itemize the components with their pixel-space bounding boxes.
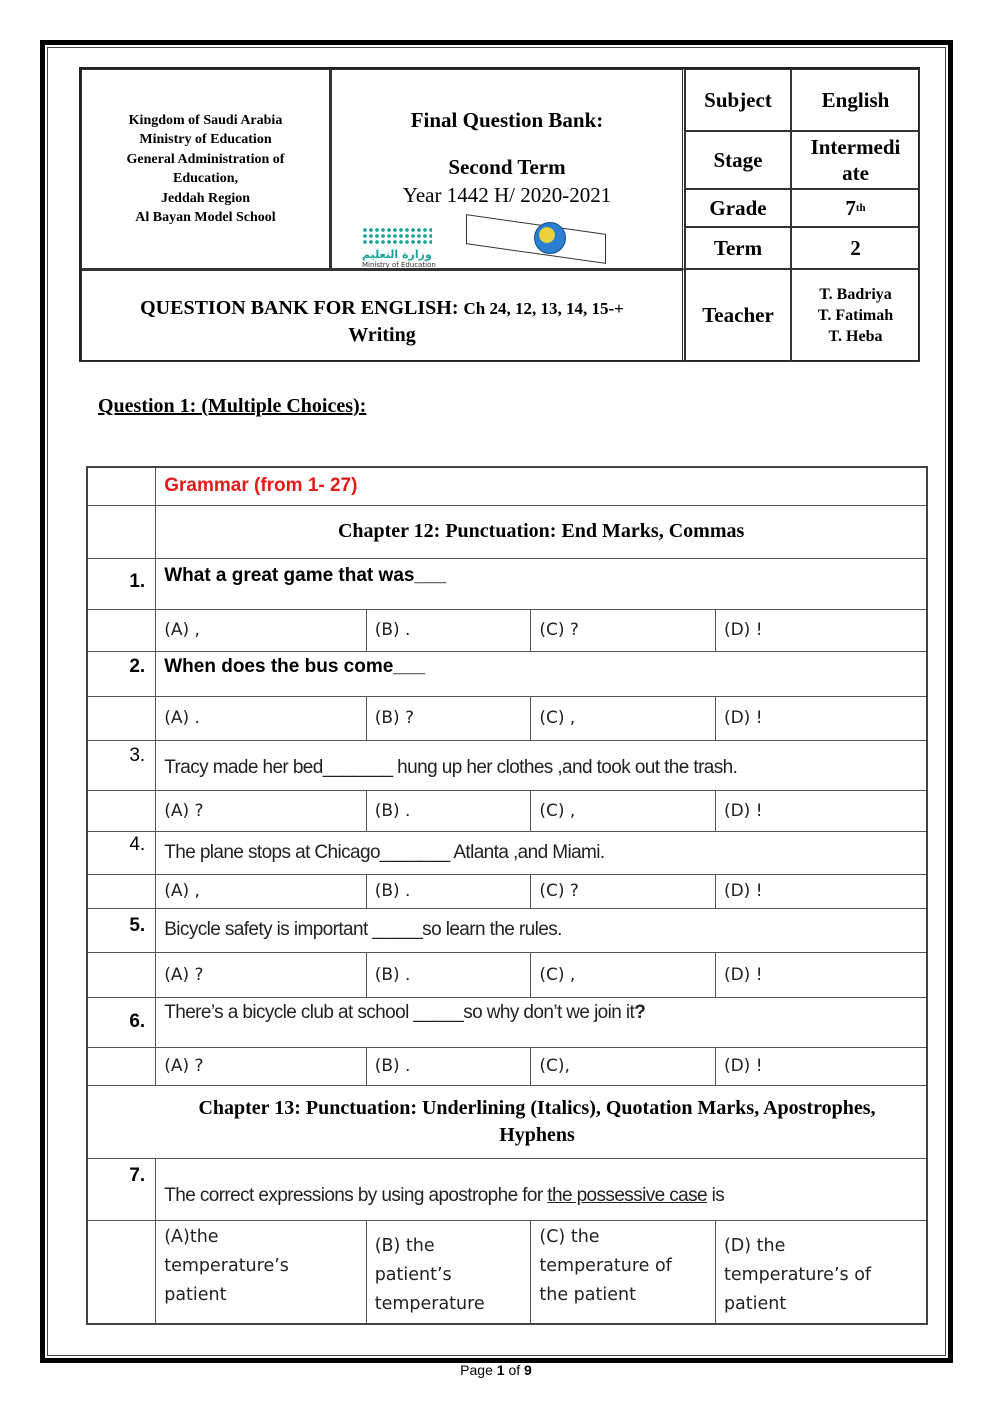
question-number: 2. bbox=[87, 651, 156, 696]
options-row bbox=[87, 790, 927, 831]
question-row bbox=[87, 997, 927, 1047]
section-title: Grammar (from 1- 27) bbox=[156, 467, 927, 505]
option-c[interactable]: (C) ? bbox=[531, 609, 716, 651]
qb-writing: Writing bbox=[348, 324, 416, 346]
option-line: temperature’s bbox=[164, 1255, 289, 1276]
school-info bbox=[81, 69, 331, 269]
questions-table bbox=[86, 466, 928, 1325]
school-line: Al Bayan Model School bbox=[135, 210, 276, 225]
option-d[interactable]: (D) ! bbox=[715, 790, 927, 831]
stage-value-line: Intermedi bbox=[810, 135, 901, 159]
option-line: the patient bbox=[539, 1284, 636, 1305]
chapter-title: Chapter 12: Punctuation: End Marks, Commas bbox=[156, 505, 927, 558]
qb-label: QUESTION BANK FOR ENGLISH: bbox=[140, 297, 459, 319]
option-b[interactable]: (B) ? bbox=[366, 696, 531, 740]
school-logo bbox=[466, 214, 606, 269]
question-number: 3. bbox=[87, 740, 156, 790]
question-bank-title bbox=[81, 269, 685, 362]
option-b[interactable]: (B) . bbox=[366, 952, 531, 997]
globe-icon bbox=[534, 222, 566, 254]
option-b[interactable]: (B) . bbox=[366, 790, 531, 831]
school-line: Kingdom of Saudi Arabia bbox=[128, 112, 283, 128]
options-row bbox=[87, 874, 927, 908]
total-pages: 9 bbox=[524, 1362, 532, 1378]
question-row bbox=[87, 558, 927, 609]
option-c[interactable]: (C) ? bbox=[531, 874, 716, 908]
option-a[interactable]: (A) . bbox=[156, 696, 366, 740]
option-line: patient bbox=[164, 1284, 227, 1305]
teacher-names bbox=[791, 269, 920, 362]
question-row bbox=[87, 831, 927, 874]
current-page: 1 bbox=[496, 1362, 505, 1378]
grade-value bbox=[791, 189, 920, 227]
grade-number: 7 bbox=[845, 195, 856, 220]
question-text: The plane stops at Chicago_______ Atlanta ,and Miami. bbox=[156, 831, 927, 874]
question-text bbox=[156, 997, 927, 1047]
page-of: of bbox=[504, 1362, 525, 1378]
school-line: Jeddah Region bbox=[160, 190, 251, 206]
options-row bbox=[87, 1047, 927, 1085]
page-footer bbox=[0, 1362, 992, 1378]
question-text-end: is bbox=[707, 1185, 725, 1206]
qb-chapters: Ch 24, 12, 13, 14, 15-+ bbox=[463, 299, 624, 318]
option-a[interactable]: (A) ? bbox=[156, 1047, 366, 1085]
grade-suffix: th bbox=[855, 202, 866, 214]
option-a[interactable]: (A) ? bbox=[156, 952, 366, 997]
option-line: (B) the bbox=[374, 1236, 435, 1257]
option-line: (A)the bbox=[164, 1226, 219, 1247]
option-c[interactable]: (C) , bbox=[531, 790, 716, 831]
option-a[interactable] bbox=[156, 1220, 366, 1324]
question-number: 6. bbox=[87, 997, 156, 1047]
teacher-label: Teacher bbox=[685, 269, 791, 362]
stage-label: Stage bbox=[685, 131, 791, 189]
chapter-row bbox=[87, 505, 927, 558]
question-heading: Question 1: (Multiple Choices): bbox=[98, 395, 367, 417]
term-label: Term bbox=[685, 227, 791, 269]
question-text-main: There’s a bicycle club at school _____so why don’t we join it bbox=[164, 1001, 635, 1023]
moe-logo-english: Ministry of Education bbox=[362, 260, 436, 269]
term-value: 2 bbox=[791, 227, 920, 269]
question-row bbox=[87, 1158, 927, 1220]
school-line: Education, bbox=[173, 171, 238, 186]
option-c[interactable] bbox=[531, 1220, 716, 1324]
section-row bbox=[87, 467, 927, 505]
document-title: Final Question Bank: bbox=[410, 107, 604, 132]
option-line: patient’s bbox=[374, 1265, 452, 1286]
stage-value bbox=[791, 131, 920, 189]
question-number: 4. bbox=[87, 831, 156, 874]
question-row bbox=[87, 740, 927, 790]
question-number: 1. bbox=[87, 558, 156, 609]
option-c[interactable]: (C), bbox=[531, 1047, 716, 1085]
option-line: patient bbox=[723, 1294, 787, 1315]
option-line: temperature of bbox=[539, 1255, 672, 1276]
subject-label: Subject bbox=[685, 69, 791, 131]
question-text-underlined: the possessive case bbox=[547, 1185, 707, 1206]
question-text-main: The correct expressions by using apostrophe for bbox=[164, 1185, 548, 1206]
option-d[interactable]: (D) ! bbox=[715, 609, 927, 651]
subject-value: English bbox=[791, 69, 920, 131]
option-b[interactable] bbox=[366, 1220, 531, 1324]
option-line: temperature bbox=[374, 1294, 485, 1315]
question-row bbox=[87, 651, 927, 696]
option-b[interactable]: (B) . bbox=[366, 874, 531, 908]
option-line: (D) the bbox=[723, 1236, 786, 1257]
teacher-name: T. Badriya bbox=[819, 286, 892, 303]
question-text bbox=[156, 1158, 927, 1220]
page-prefix: Page bbox=[460, 1362, 497, 1378]
question-text: Tracy made her bed_______ hung up her clothes ,and took out the trash. bbox=[156, 740, 927, 790]
option-line: temperature’s of bbox=[723, 1265, 872, 1286]
grade-label: Grade bbox=[685, 189, 791, 227]
term-title: Second Term bbox=[448, 154, 566, 179]
document-header-table bbox=[79, 67, 920, 362]
moe-logo-arabic: وزارة التعليم bbox=[362, 247, 432, 261]
teacher-name: T. Heba bbox=[828, 328, 883, 345]
title-block bbox=[331, 69, 685, 269]
option-d[interactable]: (D) ! bbox=[715, 1047, 927, 1085]
chapter-title: Chapter 13: Punctuation: Underlining (Italics), Quotation Marks, Apostrophes, Hyphens bbox=[87, 1085, 927, 1158]
question-mark: ? bbox=[634, 1001, 646, 1023]
options-row bbox=[87, 696, 927, 740]
option-d[interactable] bbox=[715, 1220, 927, 1324]
option-b[interactable]: (B) . bbox=[366, 1047, 531, 1085]
option-b[interactable]: (B) . bbox=[366, 609, 531, 651]
option-d[interactable]: (D) ! bbox=[715, 696, 927, 740]
academic-year: Year 1442 H/ 2020-2021 bbox=[402, 182, 612, 207]
question-text: When does the bus come___ bbox=[156, 651, 927, 696]
option-c[interactable]: (C) , bbox=[531, 952, 716, 997]
option-d[interactable]: (D) ! bbox=[715, 952, 927, 997]
option-a[interactable]: (A) ? bbox=[156, 790, 366, 831]
options-row bbox=[87, 609, 927, 651]
chapter-row bbox=[87, 1085, 927, 1158]
question-text: What a great game that was___ bbox=[156, 558, 927, 609]
option-a[interactable]: (A) , bbox=[156, 609, 366, 651]
option-d[interactable]: (D) ! bbox=[715, 874, 927, 908]
stage-value-line: ate bbox=[842, 161, 869, 185]
moe-dots-icon bbox=[362, 227, 432, 245]
school-line: General Administration of bbox=[126, 151, 285, 167]
options-row bbox=[87, 952, 927, 997]
option-a[interactable]: (A) , bbox=[156, 874, 366, 908]
ministry-of-education-logo bbox=[362, 227, 436, 269]
teacher-name: T. Fatimah bbox=[817, 307, 894, 324]
question-row bbox=[87, 908, 927, 952]
options-row bbox=[87, 1220, 927, 1324]
question-number: 7. bbox=[87, 1158, 156, 1220]
option-line: (C) the bbox=[539, 1226, 600, 1247]
question-text: Bicycle safety is important _____so learn the rules. bbox=[156, 908, 927, 952]
school-line: Ministry of Education bbox=[139, 132, 272, 147]
question-number: 5. bbox=[87, 908, 156, 952]
option-c[interactable]: (C) , bbox=[531, 696, 716, 740]
